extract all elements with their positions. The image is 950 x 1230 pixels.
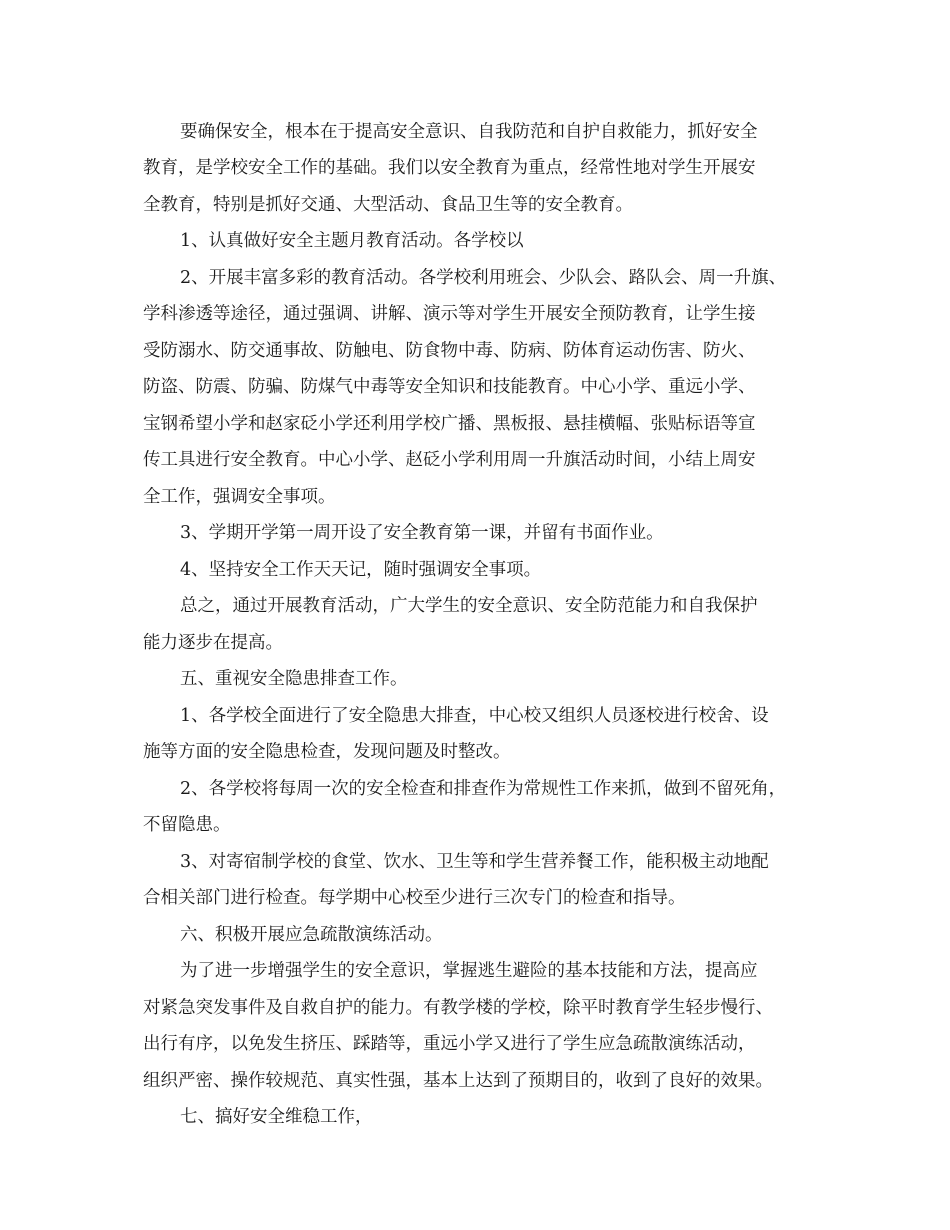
section-heading: 五、重视安全隐患排查工作。 <box>180 669 408 689</box>
paragraph-line: 3、学期开学第一周开设了安全教育第一课，并留有书面作业。 <box>180 523 664 543</box>
paragraph-line: 1、各学校全面进行了安全隐患大排查，中心校又组织人员逐校进行校舍、设 <box>180 706 769 726</box>
paragraph-line: 全教育，特别是抓好交通、大型活动、食品卫生等的安全教育。 <box>143 195 633 215</box>
paragraph-line: 3、对寄宿制学校的食堂、饮水、卫生等和学生营养餐工作，能积极主动地配 <box>180 852 769 872</box>
paragraph-line: 1、认真做好安全主题月教育活动。各学校以 <box>180 231 524 251</box>
paragraph-line: 合相关部门进行检查。每学期中心校至少进行三次专门的检查和指导。 <box>143 888 686 908</box>
paragraph-line: 防盗、防震、防骗、防煤气中毒等安全知识和技能教育。中心小学、重远小学、 <box>143 377 756 397</box>
section-heading: 七、搞好安全维稳工作， <box>180 1107 373 1127</box>
paragraph-line: 出行有序，以免发生挤压、踩踏等，重远小学又进行了学生应急疏散演练活动， <box>143 1034 756 1054</box>
paragraph-line: 施等方面的安全隐患检查，发现问题及时整改。 <box>143 742 511 762</box>
paragraph-line: 能力逐步在提高。 <box>143 633 283 653</box>
paragraph-line: 传工具进行安全教育。中心小学、赵砭小学利用周一升旗活动时间，小结上周安 <box>143 450 756 470</box>
paragraph-line: 学科渗透等途径，通过强调、讲解、演示等对学生开展安全预防教育，让学生接 <box>143 304 756 324</box>
paragraph-line: 总之，通过开展教育活动，广大学生的安全意识、安全防范能力和自我保护 <box>180 596 758 616</box>
section-heading: 六、积极开展应急疏散演练活动。 <box>180 925 443 945</box>
paragraph-line: 要确保安全，根本在于提高安全意识、自我防范和自护自救能力，抓好安全 <box>180 122 758 142</box>
paragraph-line: 4、坚持安全工作天天记，随时强调安全事项。 <box>180 560 542 580</box>
paragraph-line: 不留隐患。 <box>143 815 231 835</box>
paragraph-line: 教育，是学校安全工作的基础。我们以安全教育为重点，经常性地对学生开展安 <box>143 158 756 178</box>
paragraph-line: 对紧急突发事件及自救自护的能力。有教学楼的学校，除平时教育学生轻步慢行、 <box>143 998 773 1018</box>
paragraph-line: 组织严密、操作较规范、真实性强，基本上达到了预期目的，收到了良好的效果。 <box>143 1071 773 1091</box>
paragraph-line: 2、各学校将每周一次的安全检查和排查作为常规性工作来抓，做到不留死角， <box>180 779 787 799</box>
paragraph-line: 2、开展丰富多彩的教育活动。各学校利用班会、少队会、路队会、周一升旗、 <box>180 268 787 288</box>
paragraph-line: 为了进一步增强学生的安全意识，掌握逃生避险的基本技能和方法，提高应 <box>180 961 758 981</box>
paragraph-line: 宝钢希望小学和赵家砭小学还利用学校广播、黑板报、悬挂横幅、张贴标语等宣 <box>143 414 756 434</box>
paragraph-line: 全工作，强调安全事项。 <box>143 487 336 507</box>
paragraph-line: 受防溺水、防交通事故、防触电、防食物中毒、防病、防体育运动伤害、防火、 <box>143 341 756 361</box>
